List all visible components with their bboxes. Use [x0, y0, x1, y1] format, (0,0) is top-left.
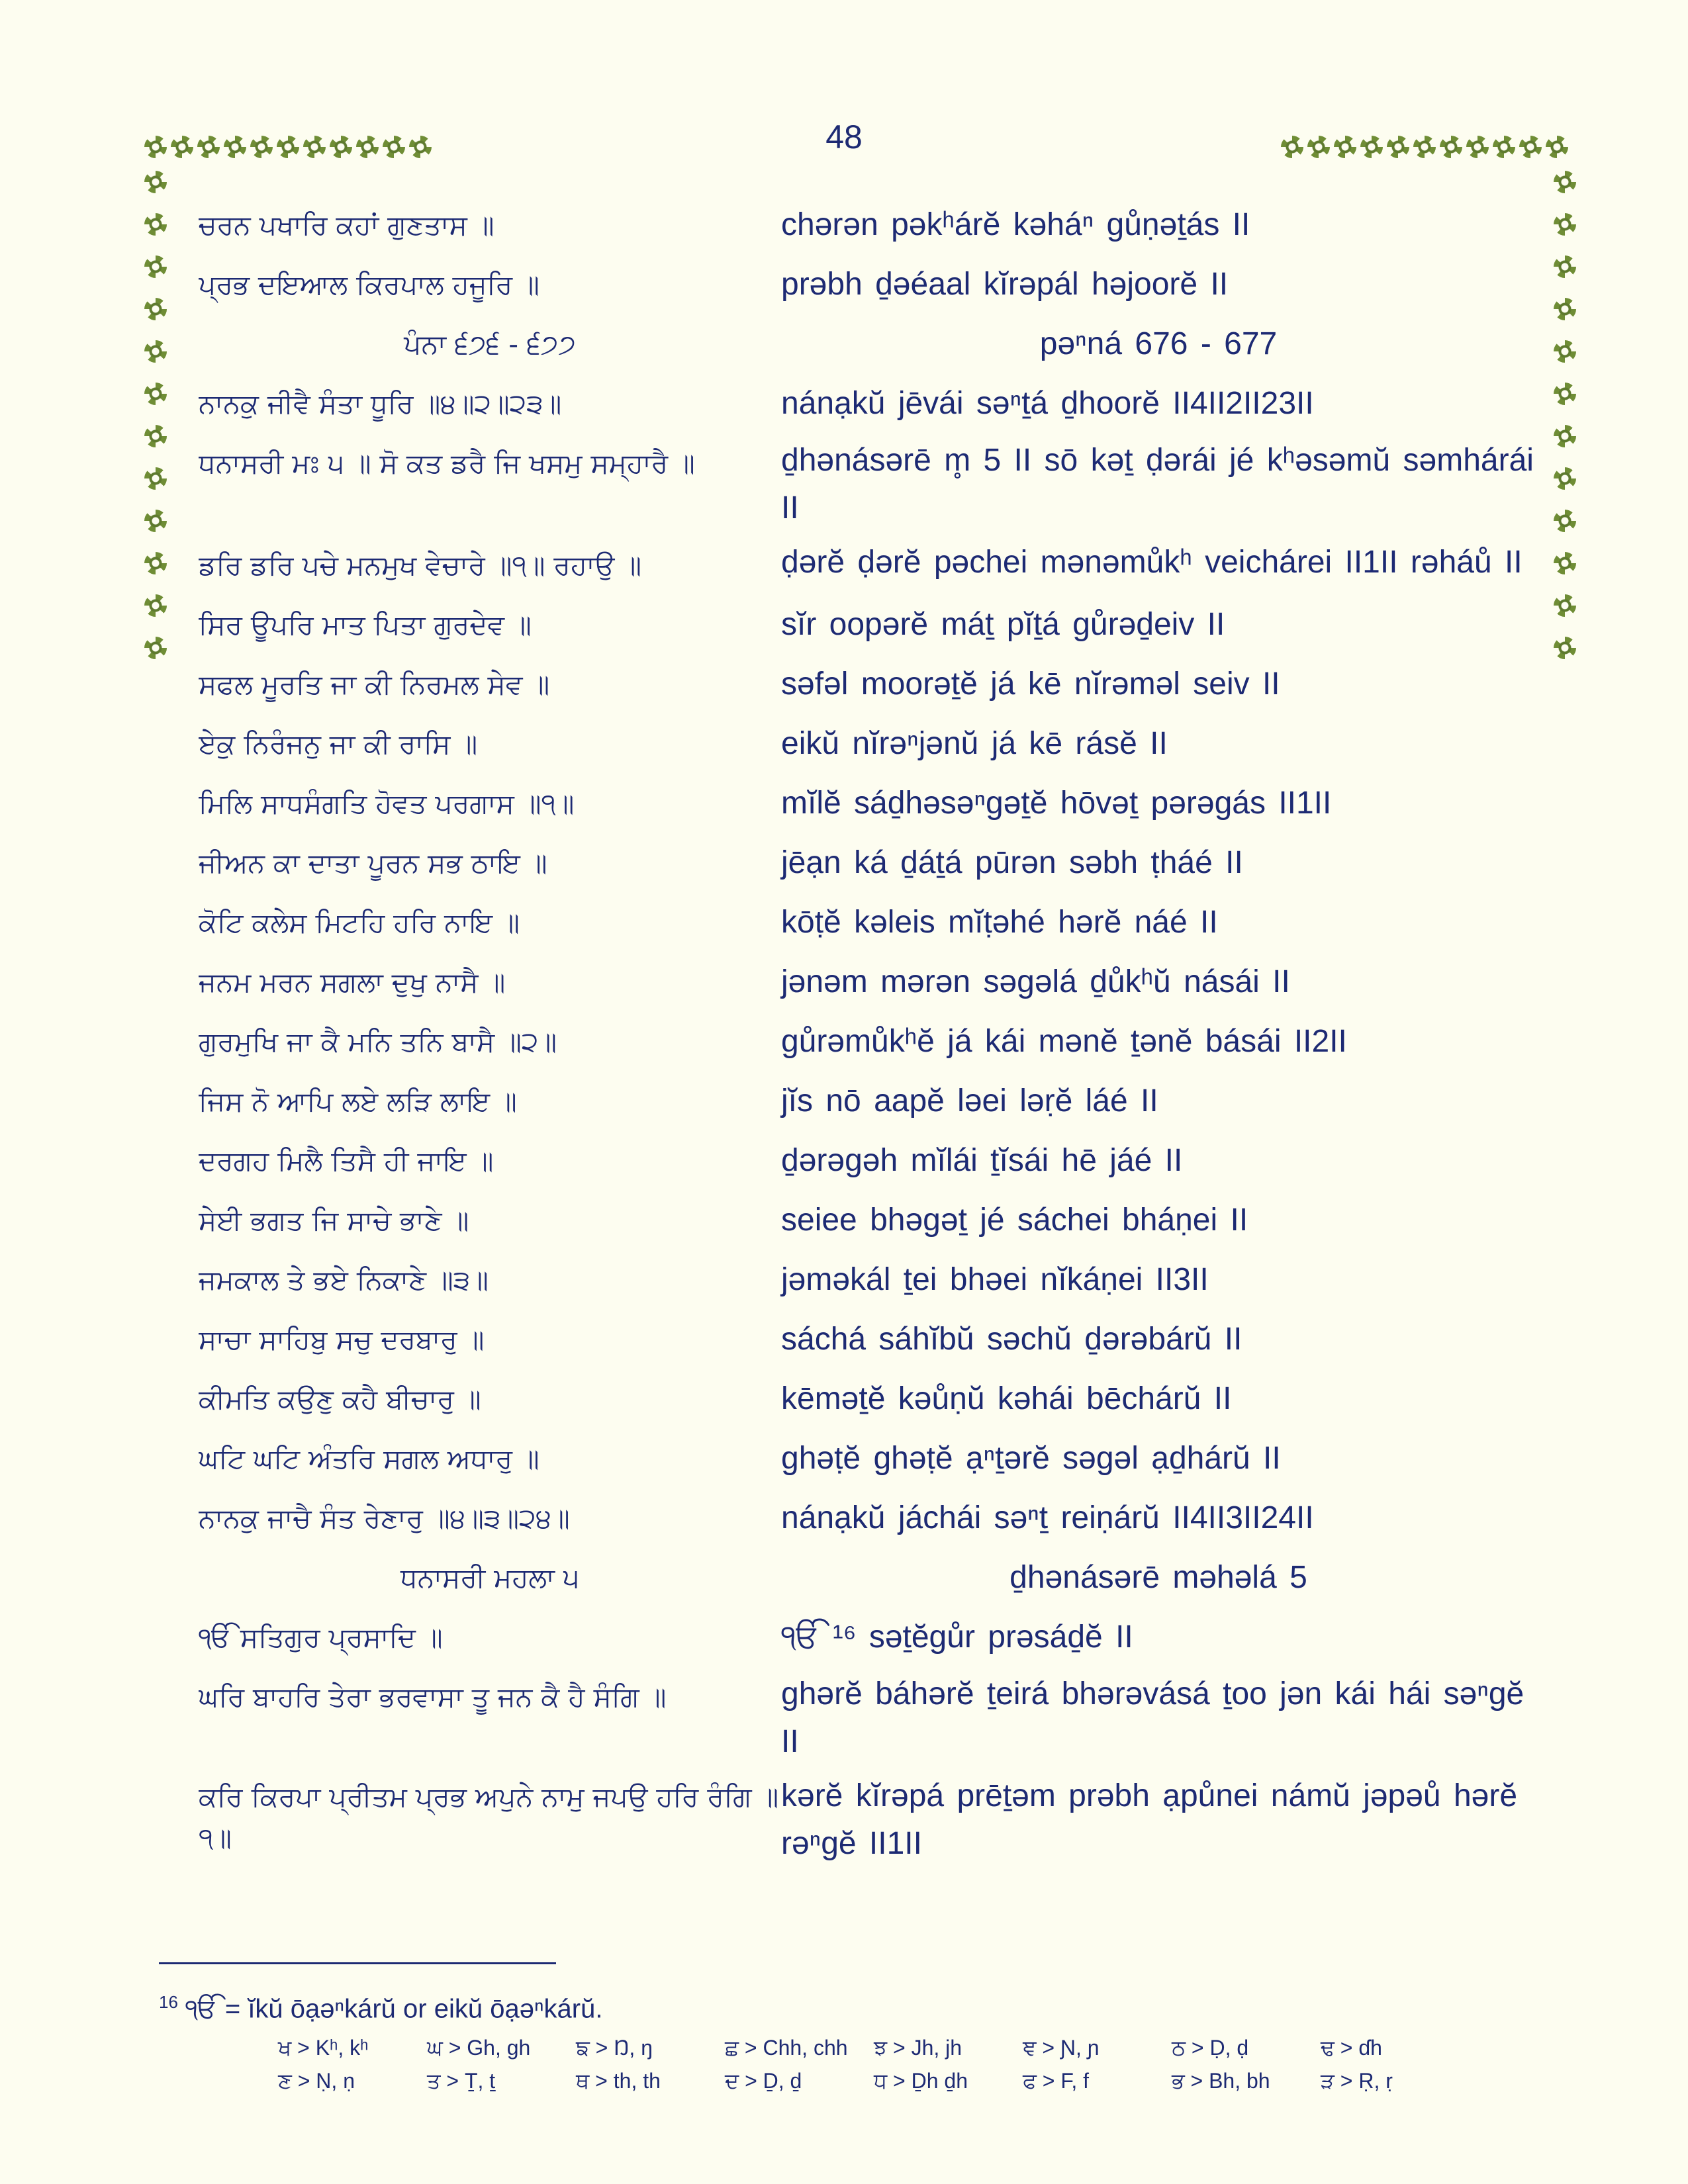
ornament-border-top-left	[144, 136, 436, 158]
gurmukhi-line: ਘਰਿ ਬਾਹਰਿ ਤੇਰਾ ਭਰਵਾਸਾ ਤੂ ਜਨ ਕੈ ਹੈ ਸੰਗਿ ॥	[199, 1681, 667, 1713]
flower-ornament-icon	[144, 255, 167, 278]
flower-ornament-icon	[1554, 594, 1576, 617]
gurmukhi-line: ਘਟਿ ਘਟਿ ਅੰਤਰਿ ਸਗਲ ਅਧਾਰੁ ॥	[199, 1443, 539, 1475]
transliteration-line: ੴ ¹⁶ səṯĕgůr prəsáḏĕ II	[781, 1619, 1133, 1655]
gurmukhi-line: ਜਮਕਾਲ ਤੇ ਭਏ ਨਿਕਾਣੇ ॥੩॥	[199, 1264, 489, 1296]
verse-row	[199, 437, 1536, 532]
transliteration-line: nánạkŭ jēvái səⁿṯá ḏhoorĕ II4II2II23II	[781, 386, 1314, 421]
transliteration-line: ḏərəgəh mĭlái ṯĭsái hē jáé II	[781, 1143, 1183, 1178]
verse-row	[199, 1670, 1536, 1766]
key-item: ੜ > Ṛ, ṛ	[1321, 2069, 1393, 2093]
key-item: ਝ > Jh, jh	[874, 2036, 962, 2060]
transliteration-line: sáchá sáhĭbŭ səchŭ ḏərəbárŭ II	[781, 1322, 1243, 1357]
transliteration-line: prəbh ḏəéaal kĭrəpál həjoorĕ II	[781, 267, 1229, 302]
key-row	[278, 2032, 1470, 2065]
verse-row	[199, 539, 1536, 592]
transliteration-line: kōṭĕ kəleis mĭṭəhé hərĕ náé II	[781, 905, 1218, 940]
transliteration-line: səfəl moorəṯĕ já kē nĭrəməl seiv II	[781, 666, 1280, 702]
section-heading-row	[199, 1551, 1536, 1604]
transliteration-line: ghəṭĕ ghəṭĕ ạⁿṯərĕ səgəl ạḏhárŭ II	[781, 1441, 1281, 1476]
transliteration-line: kēməṯĕ kəůṇŭ kəhái bēchárŭ II	[781, 1381, 1232, 1416]
flower-ornament-icon	[144, 136, 167, 158]
verse-row	[199, 1134, 1536, 1187]
key-item: ਧ > Ḏh ḏh	[874, 2069, 968, 2093]
gurmukhi-line: ਜਨਮ ਮਰਨ ਸਗਲਾ ਦੁਖੁ ਨਾਸੈ ॥	[199, 966, 506, 998]
gurmukhi-line: ਸਾਚਾ ਸਾਹਿਬੁ ਸਚੁ ਦਰਬਾਰੁ ॥	[199, 1324, 485, 1355]
verse-row	[199, 896, 1536, 949]
transliteration-line: ḍərĕ ḍərĕ pəchei mənəmůkʰ veichárei II1II rəháů II	[781, 545, 1523, 580]
flower-ornament-icon	[1554, 255, 1576, 278]
footnote-number: 16	[159, 1992, 178, 2012]
key-item: ਤ > Ṯ, ṯ	[427, 2069, 496, 2093]
flower-ornament-icon	[277, 136, 299, 158]
key-item: ਥ > th, th	[576, 2069, 661, 2093]
transliteration-line: mĭlĕ sáḏhəsəⁿgəṯĕ hōvəṯ pərəgás II1II	[781, 786, 1332, 821]
verse-row	[199, 1015, 1536, 1068]
gurmukhi-line: ਜੀਅਨ ਕਾ ਦਾਤਾ ਪੂਰਨ ਸਭ ਠਾਇ ॥	[199, 847, 547, 879]
flower-ornament-icon	[1360, 136, 1383, 158]
section-heading-row	[199, 318, 1536, 371]
key-item: ਢ > ɗh	[1321, 2036, 1382, 2060]
gurmukhi-line: ਸੇਈ ਭਗਤ ਜਿ ਸਾਚੇ ਭਾਣੇ ॥	[199, 1205, 469, 1236]
transliteration-line: pəⁿná 676 - 677	[1039, 326, 1278, 361]
key-item: ਙ > Ŋ, ŋ	[576, 2036, 653, 2060]
key-item: ਦ > Ḏ, ḏ	[725, 2069, 802, 2093]
flower-ornament-icon	[1554, 510, 1576, 532]
gurmukhi-line: ਸਿਰ ਊਪਰਿ ਮਾਤ ਪਿਤਾ ਗੁਰਦੇਵ ॥	[199, 609, 532, 641]
key-item: ਫ > F, f	[1023, 2069, 1090, 2093]
flower-ornament-icon	[1554, 340, 1576, 363]
flower-ornament-icon	[1554, 467, 1576, 490]
ornament-border-left	[144, 171, 167, 679]
transliteration-line: kərĕ kĭrəpá prēṯəm prəbh ạpůnei námŭ jəpəů hərĕ rəⁿgĕ II1II	[781, 1778, 1518, 1861]
page-number: 48	[825, 118, 863, 156]
verse-row	[199, 1373, 1536, 1426]
verse-row	[199, 1313, 1536, 1366]
gurmukhi-line: ੴ ਸਤਿਗੁਰ ਪ੍ਰਸਾਦਿ ॥	[199, 1621, 443, 1653]
gurmukhi-line: ਧਨਾਸਰੀ ਮਹਲਾ ੫	[400, 1562, 580, 1594]
flower-ornament-icon	[144, 298, 167, 320]
gurmukhi-line: ਦਰਗਹ ਮਿਲੈ ਤਿਸੈ ਹੀ ਜਾਇ ॥	[199, 1145, 494, 1177]
verse-row	[199, 956, 1536, 1009]
gurmukhi-line: ਨਾਨਕੁ ਜਾਚੈ ਸੰਤ ਰੇਣਾਰੁ ॥੪॥੩॥੨੪॥	[199, 1502, 570, 1534]
verse-row	[199, 1772, 1536, 1868]
footnote-text: ੴ = ĭkŭ ōạəⁿkárŭ or eikŭ ōạəⁿkárŭ.	[185, 1994, 603, 2024]
flower-ornament-icon	[1334, 136, 1356, 158]
key-item: ਞ > Ɲ, ɲ	[1023, 2036, 1100, 2060]
gurmukhi-line: ਏਕੁ ਨਿਰੰਜਨੁ ਜਾ ਕੀ ਰਾਸਿ ॥	[199, 728, 478, 760]
flower-ornament-icon	[1554, 171, 1576, 193]
flower-ornament-icon	[144, 171, 167, 193]
verse-row	[199, 1075, 1536, 1128]
flower-ornament-icon	[1493, 136, 1515, 158]
verse-row	[199, 199, 1536, 251]
transliteration-line: sĭr oopərĕ máṯ pĭṯá gůrəḏeiv II	[781, 607, 1225, 642]
key-row	[278, 2065, 1470, 2098]
transliteration-line: ḏhənásərē m̥ 5 II sō kəṯ ḍərái jé kʰəsəmŭ səmhárái II	[781, 443, 1534, 525]
transliteration-line: jĭs nō aapĕ ləei ləṛĕ láé II	[781, 1083, 1158, 1118]
gurmukhi-line: ਨਾਨਕੁ ਜੀਵੈ ਸੰਤਾ ਧੂਰਿ ॥੪॥੨॥੨੩॥	[199, 388, 562, 420]
flower-ornament-icon	[144, 425, 167, 447]
flower-ornament-icon	[1466, 136, 1489, 158]
flower-ornament-icon	[1307, 136, 1330, 158]
verse-row	[199, 1194, 1536, 1247]
flower-ornament-icon	[303, 136, 326, 158]
flower-ornament-icon	[1519, 136, 1542, 158]
verse-row	[199, 777, 1536, 830]
verse-row	[199, 837, 1536, 889]
transliteration-line: ghərĕ báhərĕ ṯeirá bhərəvásá ṯoo jən kái hái səⁿgĕ II	[781, 1676, 1524, 1759]
verse-row	[199, 1253, 1536, 1306]
verse-row	[199, 658, 1536, 711]
flower-ornament-icon	[1554, 552, 1576, 574]
ornament-border-top-right	[1281, 136, 1572, 158]
verse-row	[199, 1432, 1536, 1485]
key-item: ਭ > Bh, bh	[1172, 2069, 1270, 2093]
flower-ornament-icon	[144, 340, 167, 363]
flower-ornament-icon	[1413, 136, 1436, 158]
gurmukhi-line: ਧਨਾਸਰੀ ਮਃ ੫ ॥ ਸੋ ਕਤ ਡਰੈ ਜਿ ਖਸਮੁ ਸਮ੍ਹਾਰੈ ॥	[199, 447, 695, 479]
flower-ornament-icon	[1440, 136, 1462, 158]
key-item: ਖ > Kʰ, kʰ	[278, 2036, 369, 2060]
flower-ornament-icon	[144, 594, 167, 617]
footnote	[159, 1979, 1483, 2032]
flower-ornament-icon	[356, 136, 379, 158]
flower-ornament-icon	[1554, 425, 1576, 447]
gurmukhi-line: ਮਿਲਿ ਸਾਧਸੰਗਤਿ ਹੋਵਤ ਪਰਗਾਸ ॥੧॥	[199, 788, 575, 819]
verse-row	[199, 1492, 1536, 1545]
gurmukhi-line: ਚਰਨ ਪਖਾਰਿ ਕਹਾਂ ਗੁਣਤਾਸ ॥	[199, 209, 494, 241]
flower-ornament-icon	[1281, 136, 1303, 158]
gurmukhi-line: ਪੰਨਾ ੬੭੬ - ੬੭੭	[404, 328, 576, 360]
verse-row	[199, 1611, 1536, 1664]
flower-ornament-icon	[1554, 298, 1576, 320]
transliteration-line: jəməkál ṯei bhəei nĭkáṇei II3II	[781, 1262, 1209, 1297]
flower-ornament-icon	[1387, 136, 1409, 158]
flower-ornament-icon	[1546, 136, 1568, 158]
gurmukhi-line: ਜਿਸ ਨੋ ਆਪਿ ਲਏ ਲੜਿ ਲਾਇ ॥	[199, 1085, 517, 1117]
transliteration-line: seiee bhəgəṯ jé sáchei bháṇei II	[781, 1203, 1248, 1238]
flower-ornament-icon	[144, 213, 167, 236]
flower-ornament-icon	[1554, 213, 1576, 236]
flower-ornament-icon	[383, 136, 405, 158]
flower-ornament-icon	[144, 637, 167, 659]
flower-ornament-icon	[1554, 637, 1576, 659]
flower-ornament-icon	[144, 383, 167, 405]
flower-ornament-icon	[224, 136, 246, 158]
ornament-border-right	[1554, 171, 1576, 679]
verse-row	[199, 258, 1536, 311]
flower-ornament-icon	[250, 136, 273, 158]
footnote-divider	[159, 1962, 556, 1964]
verse-table	[199, 199, 1536, 1874]
verse-row	[199, 377, 1536, 430]
transliteration-line: nánạkŭ jáchái səⁿṯ reiṇárŭ II4II3II24II	[781, 1500, 1314, 1535]
gurmukhi-line: ਸਫਲ ਮੂਰਤਿ ਜਾ ਕੀ ਨਿਰਮਲ ਸੇਵ ॥	[199, 668, 550, 700]
flower-ornament-icon	[144, 467, 167, 490]
flower-ornament-icon	[144, 552, 167, 574]
gurmukhi-line: ਕੀਮਤਿ ਕਉਣੁ ਕਹੈ ਬੀਚਾਰੁ ॥	[199, 1383, 481, 1415]
transliteration-line: jənəm mərən səgəlá ḏůkʰŭ násái II	[781, 964, 1290, 999]
transliteration-line: eikŭ nĭrəⁿjənŭ já kē rásĕ II	[781, 726, 1168, 761]
flower-ornament-icon	[330, 136, 352, 158]
flower-ornament-icon	[171, 136, 193, 158]
flower-ornament-icon	[1554, 383, 1576, 405]
transliteration-line: jēạn ká ḏáṯá pūrən səbh ṭháé II	[781, 845, 1243, 880]
key-item: ਛ > Chh, chh	[725, 2036, 848, 2060]
transliteration-key	[278, 2032, 1470, 2098]
transliteration-line: ḏhənásərē məhəlá 5	[1009, 1560, 1307, 1595]
gurmukhi-line: ਪ੍ਰਭ ਦਇਆਲ ਕਿਰਪਾਲ ਹਜੂਰਿ ॥	[199, 269, 539, 300]
verse-row	[199, 598, 1536, 651]
gurmukhi-line: ਡਰਿ ਡਰਿ ਪਚੇ ਮਨਮੁਖ ਵੇਚਾਰੇ ॥੧॥ ਰਹਾਉ ॥	[199, 549, 641, 581]
key-item: ਠ > Ḍ, ḍ	[1172, 2036, 1249, 2060]
gurmukhi-line: ਕੋਟਿ ਕਲੇਸ ਮਿਟਹਿ ਹਰਿ ਨਾਇ ॥	[199, 907, 520, 938]
key-item: ਣ > Ṇ, ṇ	[278, 2069, 355, 2093]
gurmukhi-line: ਗੁਰਮੁਖਿ ਜਾ ਕੈ ਮਨਿ ਤਨਿ ਬਾਸੈ ॥੨॥	[199, 1026, 557, 1058]
flower-ornament-icon	[144, 510, 167, 532]
transliteration-line: gůrəmůkʰĕ já kái mənĕ ṯənĕ básái II2II	[781, 1024, 1347, 1059]
flower-ornament-icon	[197, 136, 220, 158]
transliteration-line: chərən pəkʰárĕ kəháⁿ gůṇəṯás II	[781, 207, 1250, 242]
flower-ornament-icon	[409, 136, 432, 158]
verse-row	[199, 717, 1536, 770]
gurmukhi-line: ਕਰਿ ਕਿਰਪਾ ਪ੍ਰੀਤਮ ਪ੍ਰਭ ਅਪੁਨੇ ਨਾਮੁ ਜਪਉ ਹਰਿ ਰੰਗਿ ॥੧॥	[199, 1781, 779, 1854]
key-item: ਘ > Gh, gh	[427, 2036, 531, 2060]
